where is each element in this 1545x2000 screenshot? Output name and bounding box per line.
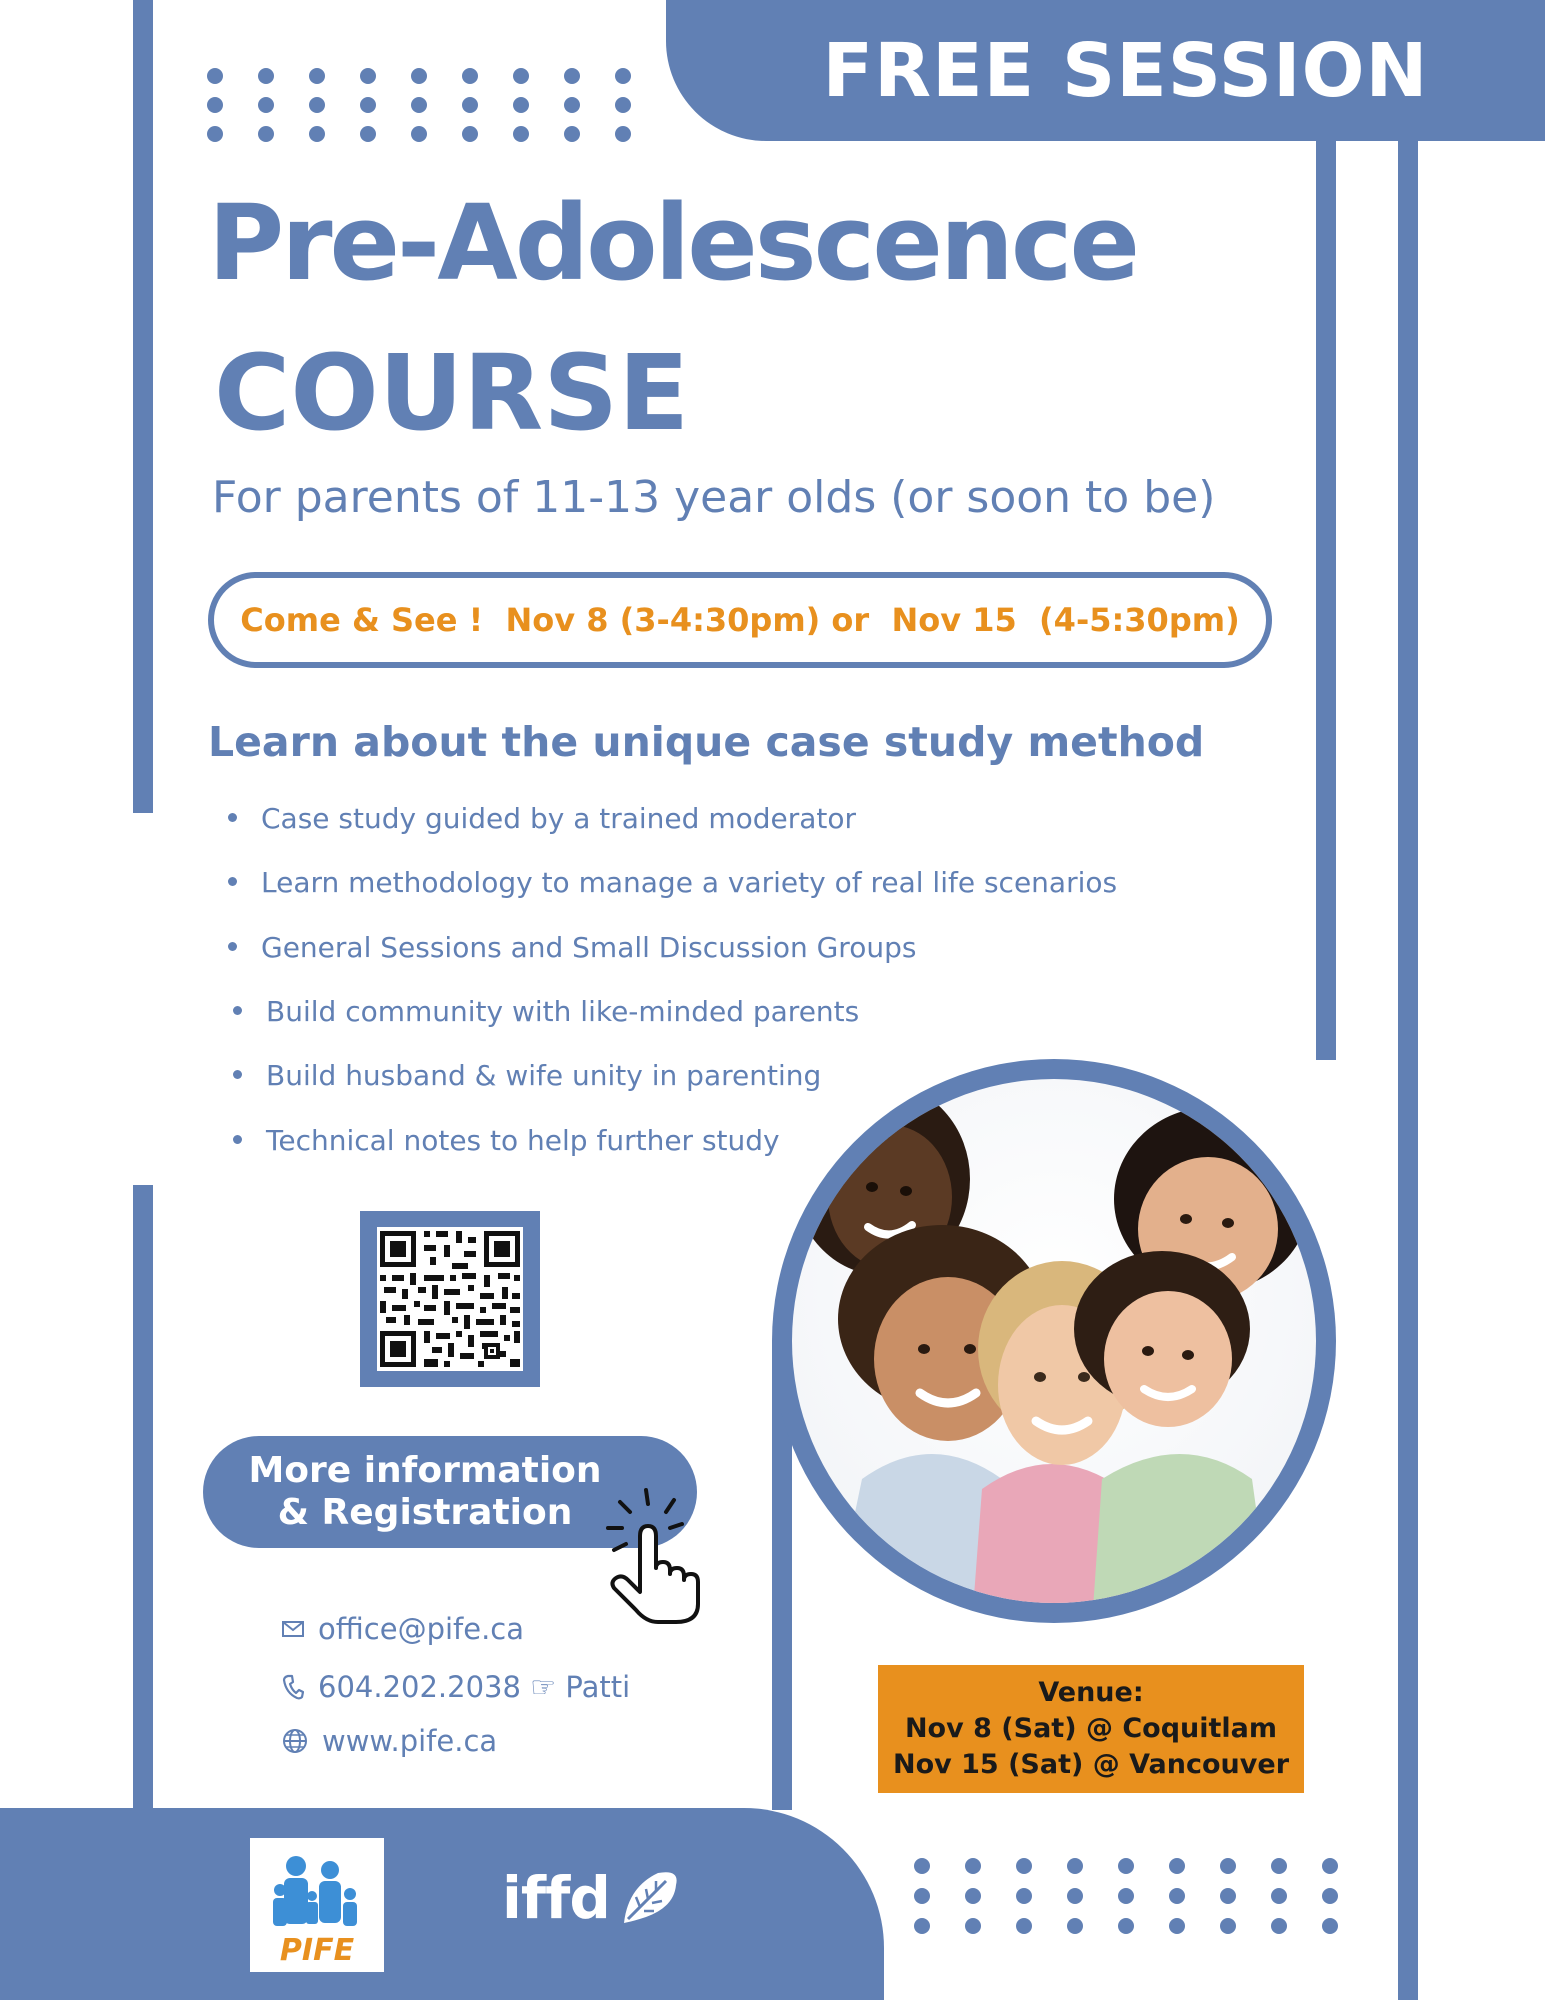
free-session-banner (666, 0, 1545, 141)
footer-band (0, 1808, 884, 2000)
iffd-logo[interactable] (502, 1864, 682, 1932)
phone-contact[interactable] (282, 1670, 630, 1704)
bullet-dot (233, 1070, 242, 1079)
pife-logo[interactable] (250, 1838, 384, 1972)
list-item: Build community with like-minded parents (233, 995, 859, 1028)
globe-icon (282, 1728, 308, 1754)
website-text: www.pife.ca (322, 1724, 498, 1758)
pife-logo-text: PIFE (279, 1933, 355, 1968)
page-title: Pre-Adolescence (208, 182, 1138, 304)
right-bar-outer (1398, 140, 1418, 2000)
envelope-icon (282, 1621, 304, 1637)
list-item: General Sessions and Small Discussion Groups (228, 931, 916, 964)
list-item: Case study guided by a trained moderator (228, 802, 856, 835)
bullet-dot (228, 813, 237, 822)
registration-line2: & Registration (277, 1492, 573, 1533)
email-text: office@pife.ca (318, 1612, 525, 1646)
free-session-label: FREE SESSION (822, 27, 1429, 114)
session-dates-text: Come & See ! Nov 8 (3-4:30pm) or Nov 15 (4-5:30pm) (240, 601, 1240, 639)
session-dates-pill (208, 572, 1272, 668)
dot-grid-top (207, 68, 631, 142)
venue-box (878, 1665, 1304, 1793)
pife-logo-image (250, 1838, 384, 1972)
venue-heading: Venue: (1038, 1677, 1144, 1708)
pointer-hand-icon (600, 1486, 710, 1630)
left-bar-top (133, 0, 153, 813)
bullet-dot (228, 942, 237, 951)
right-bar-inner (1316, 140, 1336, 1060)
page-subtitle: COURSE (214, 332, 690, 454)
children-photo-image (772, 1059, 1336, 1623)
email-contact[interactable] (282, 1612, 524, 1646)
website-contact[interactable] (282, 1724, 497, 1758)
bullet-dot (233, 1135, 242, 1144)
dot-grid-bottom (914, 1858, 1338, 1934)
learn-heading: Learn about the unique case study method (208, 718, 1205, 766)
list-item: Technical notes to help further study (233, 1124, 780, 1157)
left-bar-bottom (133, 1185, 153, 1810)
venue-line2: Nov 15 (Sat) @ Vancouver (892, 1749, 1290, 1780)
audience-text: For parents of 11-13 year olds (or soon to be) (212, 472, 1216, 523)
leaf-icon (618, 1867, 682, 1929)
venue-line1: Nov 8 (Sat) @ Coquitlam (904, 1713, 1278, 1744)
list-item: Learn methodology to manage a variety of real life scenarios (228, 866, 1117, 899)
qr-code-image (360, 1211, 540, 1387)
bullet-dot (233, 1006, 242, 1015)
qr-code[interactable] (360, 1211, 540, 1387)
children-photo (772, 1059, 1336, 1623)
phone-icon (282, 1674, 304, 1700)
bullet-dot (228, 877, 237, 886)
iffd-logo-text: iffd (502, 1864, 610, 1932)
phone-text: 604.202.2038 ☞ Patti (318, 1670, 631, 1704)
list-item: Build husband & wife unity in parenting (233, 1059, 821, 1092)
registration-line1: More information (248, 1450, 602, 1491)
